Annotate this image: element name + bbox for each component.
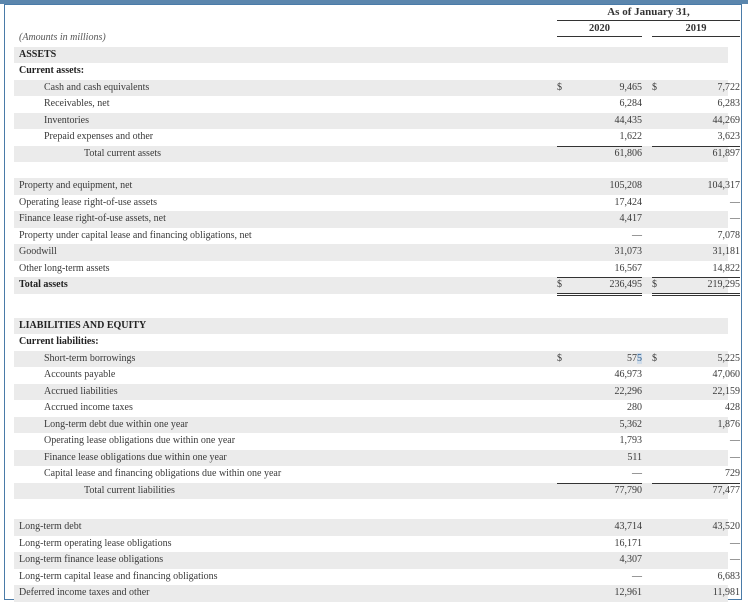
value-2019: —	[730, 213, 740, 224]
table-row	[14, 400, 740, 417]
row-label: Capital lease and financing obligations due within one year	[44, 468, 282, 479]
table-row	[14, 195, 740, 212]
table-row	[14, 228, 740, 245]
value-2019: —	[730, 196, 740, 208]
row-label: Long-term finance lease obligations	[19, 554, 164, 565]
section-header-liabilities	[14, 318, 728, 335]
row-label: Finance lease right-of-use assets, net	[19, 213, 166, 224]
assets-title: ASSETS	[19, 48, 57, 60]
value-2020: 9,465	[619, 81, 642, 93]
liabilities-title: LIABILITIES AND EQUITY	[19, 319, 147, 331]
value-2020: 43,714	[614, 521, 642, 532]
row-label: Total current assets	[84, 147, 162, 159]
value-2019: 44,269	[712, 114, 740, 126]
currency-symbol: $	[652, 352, 657, 364]
table-row	[14, 80, 740, 97]
total-row	[14, 483, 740, 500]
value-2020: 105,208	[609, 180, 642, 191]
table-row	[14, 450, 740, 467]
value-2019: 6,283	[717, 98, 740, 109]
table-row	[14, 569, 740, 586]
row-label: Other long-term assets	[19, 262, 110, 274]
value-2019: 11,981	[712, 587, 740, 598]
table-row	[14, 261, 740, 278]
value-2019: 7,078	[717, 229, 740, 241]
value-2019: —	[730, 451, 740, 463]
year-2020-heading: 2020	[557, 23, 642, 37]
row-label: Short-term borrowings	[44, 352, 136, 364]
value-2020: —	[632, 468, 642, 479]
value-2019: 1,876	[717, 418, 740, 430]
value-2020: 4,417	[619, 213, 642, 224]
value-2019: —	[730, 537, 740, 549]
value-2019: 14,822	[712, 262, 740, 274]
currency-symbol: $	[557, 81, 562, 93]
value-2020: 280	[627, 402, 642, 413]
row-label: Total current liabilities	[84, 484, 175, 496]
value-2020: 1,622	[619, 131, 642, 142]
currency-symbol: $	[652, 81, 657, 93]
row-label: Inventories	[44, 114, 89, 126]
value-2020-text: 57	[627, 352, 637, 364]
value-2020: 6,284	[619, 98, 642, 109]
value-2020: 77,790	[614, 484, 642, 496]
row-label: Operating lease right-of-use assets	[19, 196, 158, 208]
units-note: (Amounts in millions)	[19, 32, 106, 43]
value-2019: 31,181	[712, 246, 740, 257]
row-label: Accounts payable	[44, 369, 116, 380]
table-row	[14, 384, 740, 401]
row-label: Property under capital lease and financing obligations, net	[19, 229, 252, 241]
row-label: Prepaid expenses and other	[44, 131, 154, 142]
table-row	[14, 466, 740, 483]
balance-sheet	[14, 6, 740, 602]
subsection-current-assets	[14, 63, 728, 80]
value-2019: 104,317	[707, 180, 740, 191]
year-2019-heading: 2019	[652, 23, 740, 37]
value-2020: 5,362	[619, 418, 642, 430]
table-row	[14, 351, 740, 368]
value-2020: —	[632, 229, 642, 241]
value-2020: 61,806	[614, 147, 642, 159]
row-label: Accrued income taxes	[44, 402, 133, 413]
value-2019: 47,060	[712, 369, 740, 380]
row-label: Long-term debt due within one year	[44, 418, 189, 430]
row-label: Long-term operating lease obligations	[19, 537, 172, 549]
value-2020: 16,171	[614, 537, 642, 549]
grand-total-row	[14, 277, 740, 294]
spacer	[14, 294, 728, 318]
table-row	[14, 96, 740, 113]
table-row	[14, 113, 740, 130]
value-2020: 31,073	[614, 246, 642, 257]
value-2019: —	[730, 435, 740, 446]
subsection-current-liabilities	[14, 334, 728, 351]
value-2020[interactable]	[574, 351, 642, 368]
table-row	[14, 244, 740, 261]
value-2020: 22,296	[614, 385, 642, 397]
row-label: Accrued liabilities	[44, 385, 118, 397]
value-2019: 43,520	[712, 521, 740, 532]
row-label: Deferred income taxes and other	[19, 587, 150, 598]
value-2020: 44,435	[614, 114, 642, 126]
row-label: Goodwill	[19, 246, 57, 257]
table-row	[14, 129, 740, 146]
value-2019: 61,897	[712, 147, 740, 159]
value-2020: 46,973	[614, 369, 642, 380]
value-2019: 7,722	[717, 81, 740, 93]
value-2020: —	[632, 570, 642, 582]
section-header-assets	[14, 47, 728, 64]
value-2019: 6,683	[717, 570, 740, 582]
value-2019: 5,225	[717, 352, 740, 364]
value-2019: 428	[725, 402, 740, 413]
row-label: Receivables, net	[44, 98, 110, 109]
value-2019: 22,159	[712, 385, 740, 397]
as-of-date-heading: As of January 31,	[557, 6, 740, 21]
currency-symbol: $	[557, 352, 562, 364]
row-label: Long-term capital lease and financing obligations	[19, 570, 218, 582]
row-label: Property and equipment, net	[19, 180, 133, 191]
total-row	[14, 146, 740, 163]
current-liabilities-title: Current liabilities:	[19, 336, 99, 347]
table-row	[14, 536, 740, 553]
value-2019: 729	[725, 468, 740, 479]
value-2020: 236,495	[609, 279, 642, 290]
currency-symbol: $	[557, 279, 562, 290]
value-2019: 77,477	[712, 484, 740, 496]
value-2020: 511	[627, 451, 642, 463]
table-row	[14, 211, 740, 228]
value-2020: 1,793	[619, 435, 642, 446]
units-note-row	[14, 30, 728, 47]
row-label: Finance lease obligations due within one year	[44, 451, 227, 463]
value-2019: —	[730, 554, 740, 565]
table-row	[14, 585, 740, 602]
table-row	[14, 367, 740, 384]
row-label: Operating lease obligations due within one year	[44, 435, 236, 446]
current-assets-title: Current assets:	[19, 65, 85, 76]
table-row	[14, 433, 740, 450]
table-row	[14, 519, 740, 536]
value-2020: 17,424	[614, 196, 642, 208]
row-label: Total assets	[19, 279, 68, 290]
table-row	[14, 417, 740, 434]
spacer	[14, 162, 728, 178]
value-2019: 219,295	[707, 279, 740, 290]
spacer	[14, 499, 728, 519]
table-row	[14, 552, 740, 569]
value-2020: 16,567	[614, 262, 642, 274]
value-2020: 12,961	[614, 587, 642, 598]
value-2020: 4,307	[619, 554, 642, 565]
value-2019: 3,623	[717, 131, 740, 142]
row-label: Cash and cash equivalents	[44, 81, 150, 93]
text-selection-cursor: 5	[637, 352, 642, 364]
row-label: Long-term debt	[19, 521, 82, 532]
currency-symbol: $	[652, 279, 657, 290]
table-row	[14, 178, 740, 195]
